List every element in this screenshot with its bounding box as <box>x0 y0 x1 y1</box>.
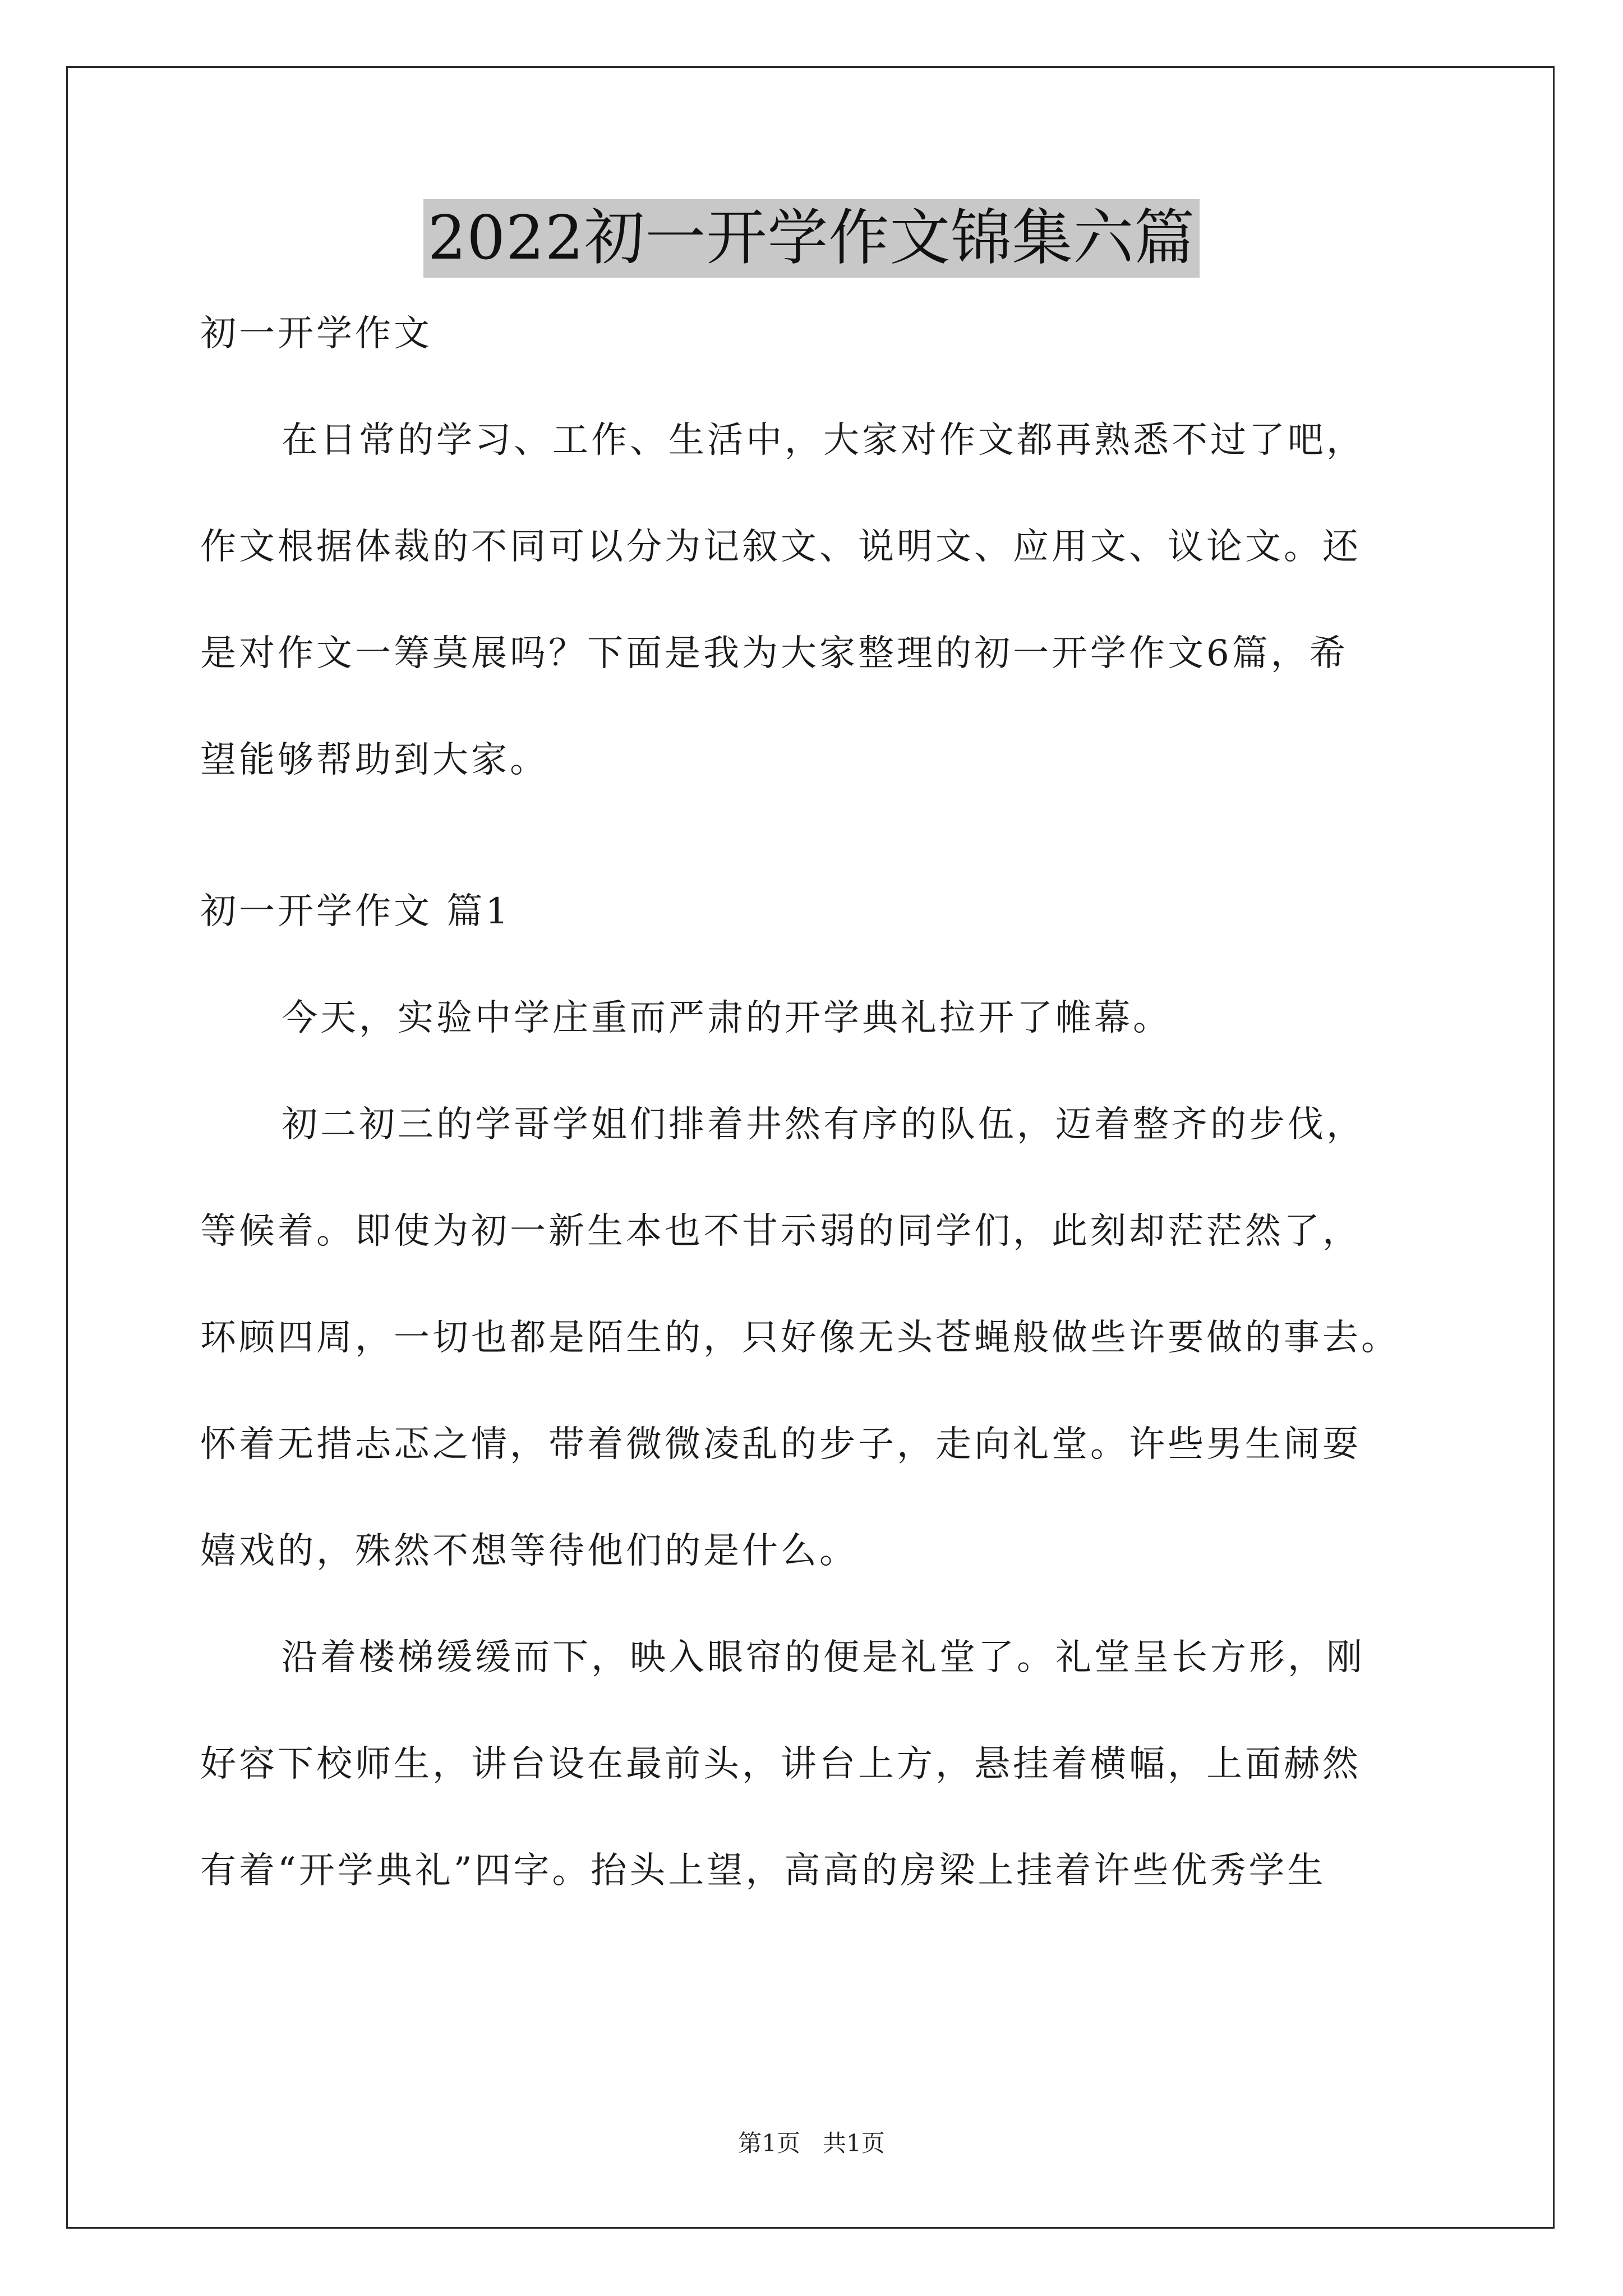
paragraph-line: 嬉戏的，殊然不想等待他们的是什么。 <box>200 1530 858 1572</box>
paragraph-1 <box>200 990 1434 1046</box>
paragraph-line: 等候着。即使为初一新生本也不甘示弱的同学们，此刻却茫茫然了， <box>200 1211 1361 1252</box>
page-footer <box>0 2129 1623 2158</box>
paragraph-line: 今天，实验中学庄重而严肃的开学典礼拉开了帷幕。 <box>282 997 1172 1039</box>
document-body <box>200 306 1434 1899</box>
paragraph-line: 在日常的学习、工作、生活中，大家对作文都再熟悉不过了吧， <box>282 420 1365 461</box>
paragraph-line: 是对作文一筹莫展吗？下面是我为大家整理的初一开学作文6篇，希 <box>200 633 1348 674</box>
paragraph-line: 望能够帮助到大家。 <box>200 739 548 781</box>
paragraph-line: 环顾四周，一切也都是陌生的，只好像无头苍蝇般做些许要做的事去。 <box>200 1317 1400 1359</box>
paragraph-line: 作文根据体裁的不同可以分为记叙文、说明文、应用文、议论文。还 <box>200 526 1361 568</box>
essay-heading: 初一开学作文 篇1 <box>200 891 511 932</box>
paragraph-3 <box>200 1630 1434 1899</box>
paragraph-line: 怀着无措忐忑之情，带着微微凌乱的步子，走向礼堂。许些男生闹耍 <box>200 1424 1361 1465</box>
title-container <box>0 199 1623 278</box>
page-total: 共1页 <box>823 2129 885 2157</box>
section-heading: 初一开学作文 <box>200 313 432 355</box>
paragraph-2 <box>200 1097 1434 1579</box>
intro-paragraph <box>200 412 1434 788</box>
paragraph-line: 沿着楼梯缓缓而下，映入眼帘的便是礼堂了。礼堂呈长方形，刚 <box>282 1637 1365 1678</box>
paragraph-line: 初二初三的学哥学姐们排着井然有序的队伍，迈着整齐的步伐， <box>282 1104 1365 1145</box>
paragraph-line: 有着“开学典礼”四字。抬头上望，高高的房梁上挂着许些优秀学生 <box>200 1850 1326 1892</box>
document-title: 2022初一开学作文锦集六篇 <box>423 199 1200 278</box>
page-number: 第1页 <box>738 2129 800 2157</box>
paragraph-line: 好容下校师生，讲台设在最前头，讲台上方，悬挂着横幅，上面赫然 <box>200 1743 1361 1785</box>
